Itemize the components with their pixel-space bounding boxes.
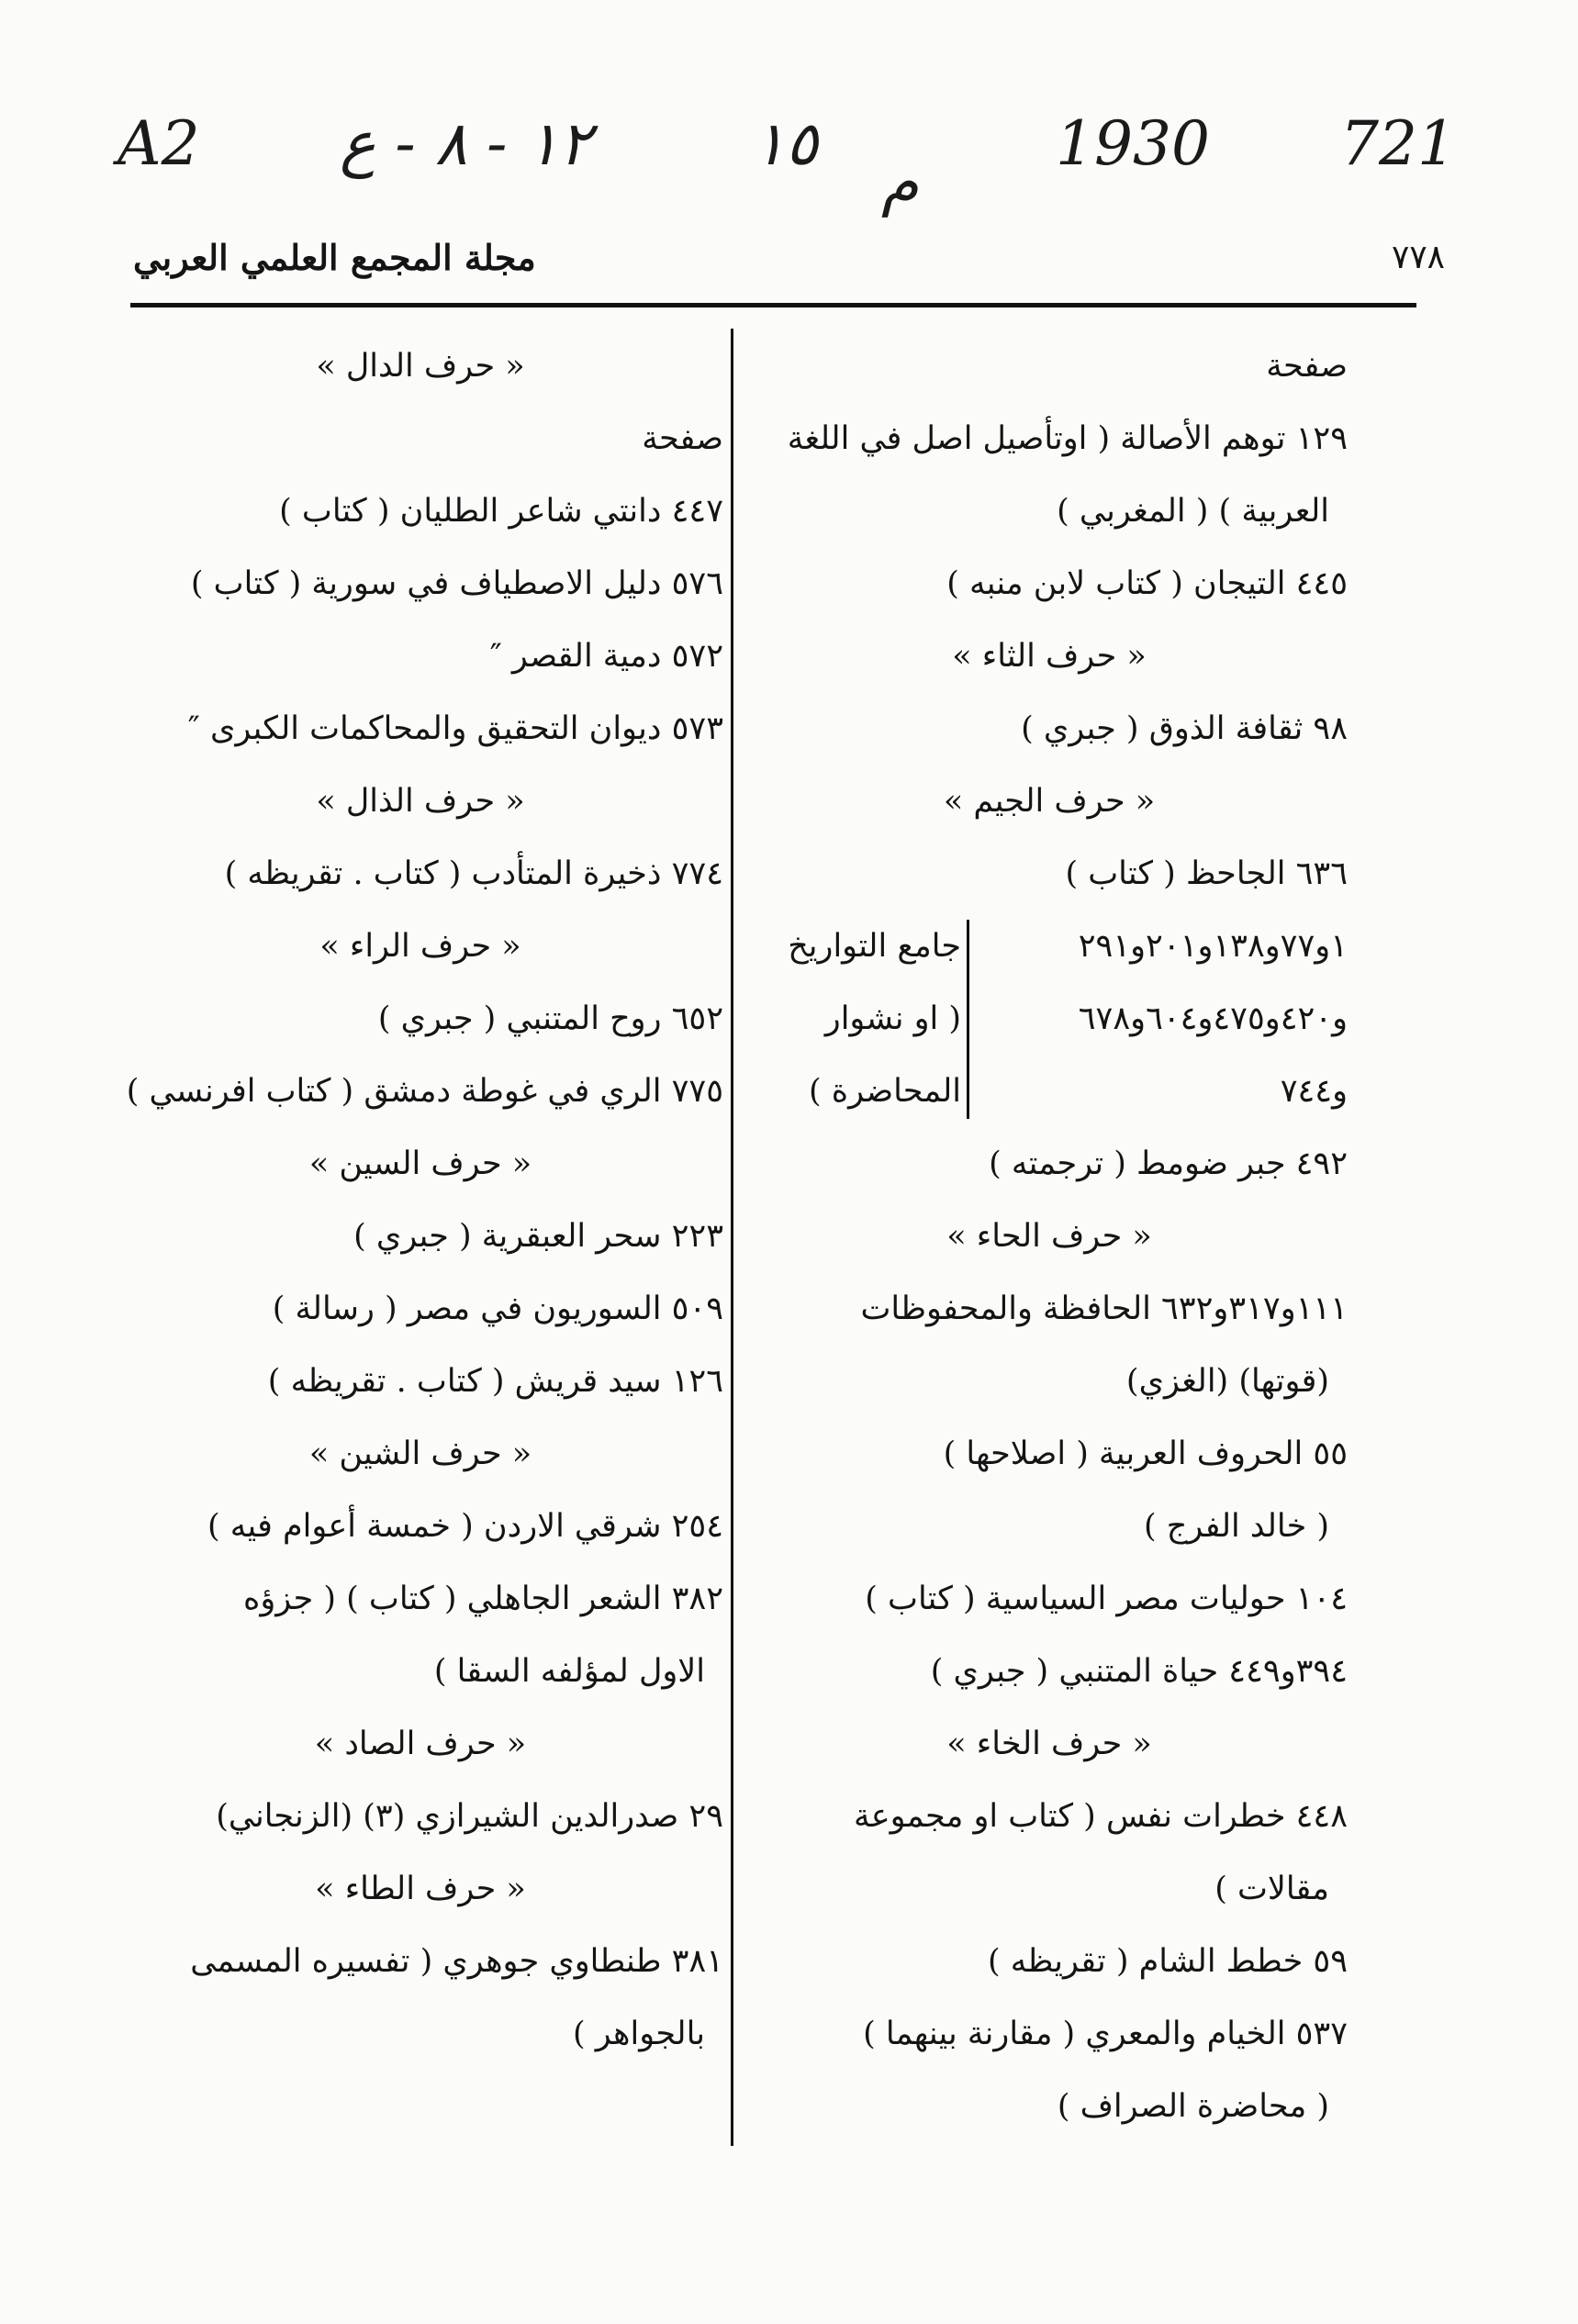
index-entry-continuation: مقالات ) <box>1214 1871 1329 1907</box>
handwritten-note-1: A2 <box>118 108 200 179</box>
index-entry: ٥٥ الحروف العربية ( اصلاحها ) <box>943 1436 1348 1472</box>
letter-heading: « حرف الجيم » <box>943 783 1156 820</box>
header-rule <box>130 303 1416 307</box>
braced-title <box>751 911 961 1128</box>
index-entry: ١١١و٣١٧و٦٣٢ الحافظة والمحفوظات <box>860 1290 1348 1327</box>
index-entry: ٣٨١ طنطاوي جوهري ( تفسيره المسمى <box>190 1943 723 1980</box>
braced-page-numbers <box>990 911 1348 1128</box>
index-entry: ٢٥٤ شرقي الاردن ( خمسة أعوام فيه ) <box>207 1508 723 1545</box>
index-entry: ٥٧٣ ديوان التحقيق والمحاكمات الكبرى ″ <box>187 710 723 747</box>
letter-heading: « حرف الذال » <box>316 783 525 820</box>
handwritten-note-2: ١٢ - ٨ - ع <box>340 108 592 179</box>
letter-heading: « حرف الراء » <box>319 928 521 965</box>
index-entry: ٤٤٥ التيجان ( كتاب لابن منبه ) <box>946 565 1348 602</box>
index-entry-continuation: الاول لمؤلفه السقا ) <box>433 1653 705 1690</box>
index-entry: ٣٨٢ الشعر الجاهلي ( كتاب ) ( جزؤه <box>243 1581 723 1617</box>
index-entry: ٥٧٢ دمية القصر ″ <box>489 638 723 675</box>
index-column-left <box>118 330 723 2071</box>
index-entry: ٢٢٣ سحر العبقرية ( جبري ) <box>353 1218 723 1255</box>
braced-numbers-line: و٤٢٠و٤٧٥و٦٠٤و٦٧٨ <box>1078 1000 1348 1037</box>
running-header <box>133 229 1445 285</box>
index-entry-continuation: ( خالد الفرج ) <box>1143 1508 1329 1545</box>
handwritten-note-3: ١٥ <box>753 108 818 179</box>
braced-entry <box>751 911 1348 1128</box>
column-divider <box>731 329 733 2146</box>
index-entry: ٥٣٧ الخيام والمعري ( مقارنة بينهما ) <box>863 2016 1348 2052</box>
journal-title: مجلة المجمع العلمي العربي <box>133 236 536 278</box>
page-label: صفحة <box>1266 348 1348 385</box>
index-entry: ٦٥٢ روح المتنبي ( جبري ) <box>377 1000 723 1037</box>
index-entry: ٥٩ خطط الشام ( تقريظه ) <box>987 1943 1348 1980</box>
letter-heading: « حرف الحاء » <box>946 1218 1152 1255</box>
index-entry: ٥٧٦ دليل الاصطياف في سورية ( كتاب ) <box>190 565 723 602</box>
braced-title-line: جامع التواريخ <box>788 928 961 965</box>
letter-heading: « حرف الصاد » <box>314 1726 527 1762</box>
index-column-right <box>751 330 1348 2143</box>
braced-title-line: المحاضرة ) <box>808 1073 961 1110</box>
page-label: صفحة <box>642 420 723 457</box>
braced-numbers-line: ١و٧٧و١٣٨و٢٠١و٢٩١ <box>1078 928 1348 965</box>
index-entry-continuation: ( محاضرة الصراف ) <box>1057 2088 1329 2125</box>
handwritten-note-5: 1930 <box>1056 108 1210 179</box>
letter-heading: « حرف السين » <box>308 1145 532 1182</box>
curly-brace <box>967 920 984 1119</box>
letter-heading: « حرف الخاء » <box>946 1726 1152 1762</box>
index-entry: ٢٩ صدرالدين الشيرازي (٣) (الزنجاني) <box>216 1798 723 1835</box>
letter-heading: « حرف الدال » <box>316 348 525 385</box>
index-entry: ٤٩٢ جبر ضومط ( ترجمته ) <box>989 1145 1348 1182</box>
handwritten-note-6: 721 <box>1340 108 1456 179</box>
index-entry: ٩٨ ثقافة الذوق ( جبري ) <box>1021 710 1348 747</box>
page-number: ٧٧٨ <box>1391 238 1445 276</box>
index-entry: ٤٤٨ خطرات نفس ( كتاب او مجموعة <box>854 1798 1348 1835</box>
index-entry: ١٠٤ حوليات مصر السياسية ( كتاب ) <box>865 1581 1348 1617</box>
braced-title-line: ( او نشوار <box>824 1000 961 1037</box>
index-entry-continuation: (قوتها) (الغزي) <box>1125 1363 1329 1400</box>
handwritten-note-4: م <box>881 147 919 218</box>
index-entry: ٧٧٥ الري في غوطة دمشق ( كتاب افرنسي ) <box>126 1073 723 1110</box>
index-entry: ١٢٦ سيد قريش ( كتاب . تقريظه ) <box>267 1363 723 1400</box>
letter-heading: « حرف الطاء » <box>315 1871 526 1907</box>
letter-heading: « حرف الثاء » <box>952 638 1147 675</box>
index-entry: ٣٩٤و٤٤٩ حياة المتنبي ( جبري ) <box>930 1653 1348 1690</box>
letter-heading: « حرف الشين » <box>308 1436 532 1472</box>
index-entry: ٥٠٩ السوريون في مصر ( رسالة ) <box>272 1290 723 1327</box>
index-entry: ٤٤٧ دانتي شاعر الطليان ( كتاب ) <box>279 493 723 530</box>
index-entry: ٧٧٤ ذخيرة المتأدب ( كتاب . تقريظه ) <box>224 855 723 892</box>
braced-numbers-line: و٧٤٤ <box>1280 1073 1348 1110</box>
index-entry-continuation: العربية ) ( المغربي ) <box>1057 493 1329 530</box>
index-entry-continuation: بالجواهر ) <box>572 2016 705 2052</box>
index-entry: ٦٣٦ الجاحظ ( كتاب ) <box>1065 855 1348 892</box>
index-entry: ١٢٩ توهم الأصالة ( اوتأصيل اصل في اللغة <box>787 420 1348 457</box>
